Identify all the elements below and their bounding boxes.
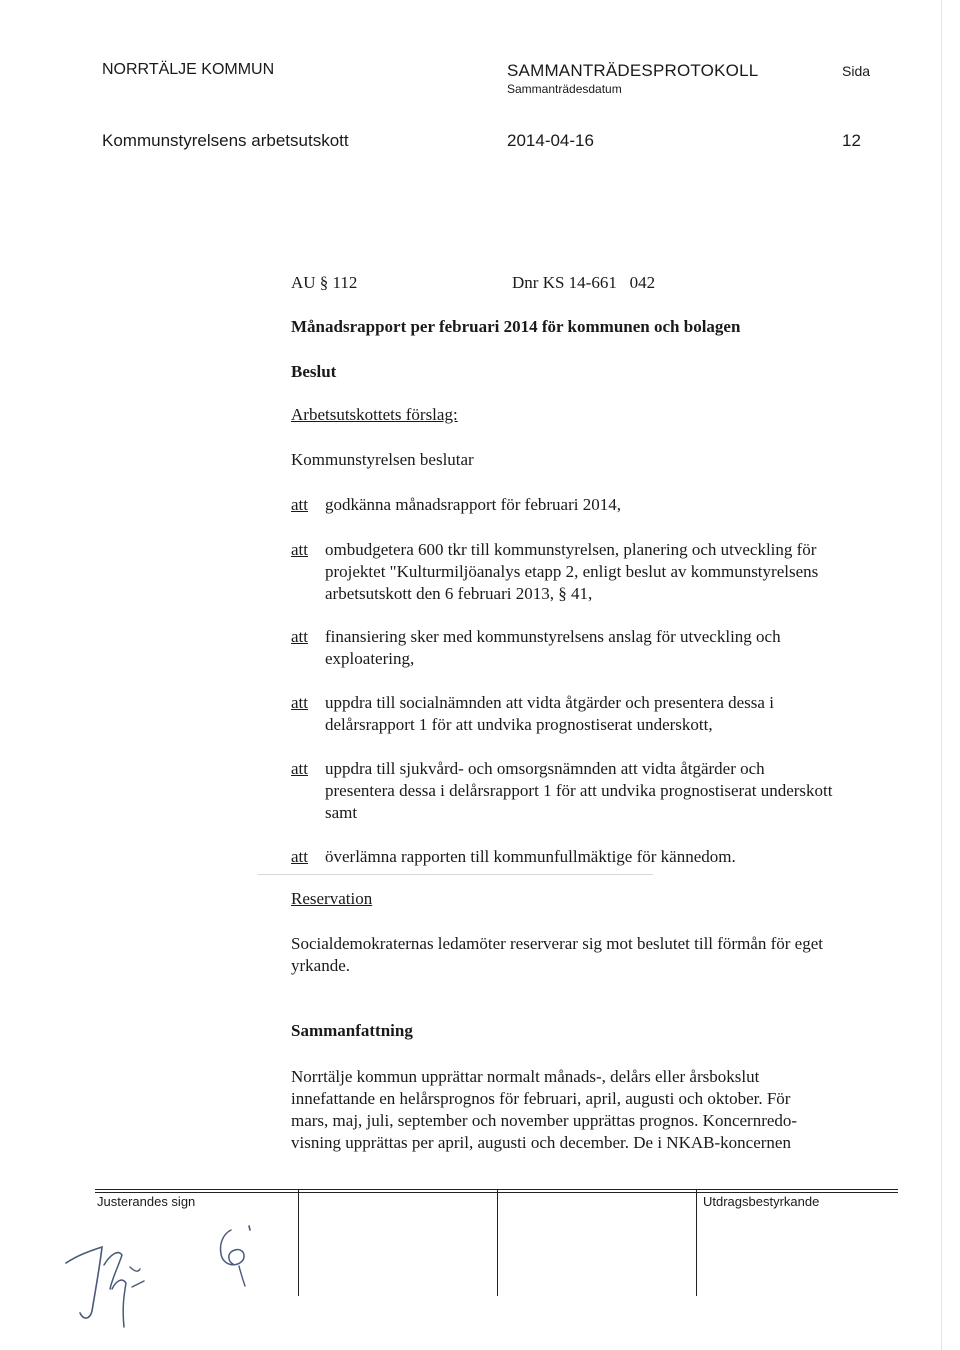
footer-column-divider	[497, 1190, 498, 1296]
divider	[258, 874, 653, 875]
decision-item-text: ombudgetera 600 tkr till kommunstyrelsen, planering och utveckling för projektet "Kulturmiljöanalys etapp 2, enligt beslut av kommunstyrelsens arbetsutskott den 6 februari 2013, § 41,	[325, 540, 819, 603]
decision-item-text: uppdra till socialnämnden att vidta åtgärder och presentera dessa i delårsrapport 1 för att undvika prognostiserat underskott,	[325, 693, 774, 734]
summary-text: Norrtälje kommun upprättar normalt månads-, delårs eller årsbokslut innefattande en helårsprognos för februari, april, augusti och oktober. För mars, maj, juli, september och november upprättas prognos. Koncernredo- visning upprättas per april, augusti och december. De i NKAB-koncernen	[291, 1067, 798, 1152]
summary-heading: Sammanfattning	[291, 1021, 413, 1040]
decision-item-text: uppdra till sjukvård- och omsorgsnämnden att vidta åtgärder och presentera dessa i delårsrapport 1 för att undvika prognostiserat underskott samt	[325, 759, 833, 822]
att-keyword: att	[291, 540, 308, 559]
organization-name: NORRTÄLJE KOMMUN	[102, 61, 275, 78]
extract-label: Utdragsbestyrkande	[703, 1194, 820, 1209]
reservation-text: Socialdemokraternas ledamöter reserverar sig mot beslutet till förmån för eget yrkande.	[291, 934, 823, 975]
page-number: 12	[842, 131, 861, 150]
att-keyword: att	[291, 759, 308, 778]
handwritten-initials	[205, 1222, 265, 1292]
decision-heading: Beslut	[291, 362, 337, 381]
att-keyword: att	[291, 627, 308, 646]
page-edge	[941, 0, 942, 1350]
att-keyword: att	[291, 495, 308, 514]
decision-intro: Kommunstyrelsen beslutar	[291, 450, 474, 469]
case-title: Månadsrapport per februari 2014 för kommunen och bolagen	[291, 317, 741, 336]
decision-item-text: överlämna rapporten till kommunfullmäktige för kännedom.	[325, 847, 736, 866]
footer-column-divider	[298, 1190, 299, 1296]
att-keyword: att	[291, 847, 308, 866]
committee-name: Kommunstyrelsens arbetsutskott	[102, 131, 349, 150]
att-keyword: att	[291, 693, 308, 712]
date-label: Sammanträdesdatum	[507, 82, 622, 96]
page-label: Sida	[842, 63, 871, 79]
meeting-date: 2014-04-16	[507, 131, 594, 150]
decision-item-text: finansiering sker med kommunstyrelsens anslag för utveckling och exploatering,	[325, 627, 781, 668]
diary-number: Dnr KS 14-661 042	[512, 273, 656, 292]
document-type: SAMMANTRÄDESPROTOKOLL	[507, 61, 759, 80]
proposal-heading: Arbetsutskottets förslag:	[291, 405, 458, 424]
footer-column-divider	[696, 1190, 697, 1296]
paragraph-number: AU § 112	[291, 273, 358, 292]
sign-label: Justerandes sign	[97, 1194, 196, 1209]
reservation-heading: Reservation	[291, 889, 373, 908]
decision-item-text: godkänna månadsrapport för februari 2014,	[325, 495, 621, 514]
handwritten-signature	[60, 1225, 180, 1335]
